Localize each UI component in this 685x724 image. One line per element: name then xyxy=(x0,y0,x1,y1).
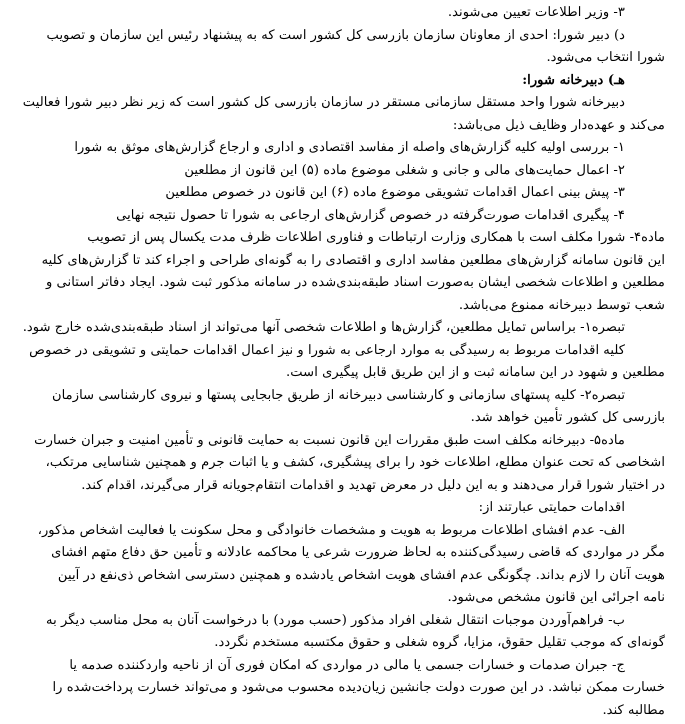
text-line: شورا انتخاب می‌شود. xyxy=(546,50,665,65)
text-line: هویت آنان را لازم بداند. چگونگی عدم افشای هویت اشخاص یادشده و همچنین دسترسی اشخاص ذی‌نفع در آیین xyxy=(57,567,665,583)
text-line: مطلعین و شهود در این سامانه ثبت و از این طریق قابل پیگیری است. xyxy=(286,365,665,380)
text-line: ماده۴- شورا مکلف است با همکاری وزارت ارتباطات و فناوری اطلاعات ظرف مدت یکسال پس از تصویب xyxy=(87,230,665,245)
text-line: هـ) دبیرخانه شورا: xyxy=(522,72,625,88)
text-line: ب- فراهم‌آوردن موجبات انتقال شغلی افراد مذکور (حسب مورد) با درخواست آنان به محل مناسب دیگر به xyxy=(46,612,625,628)
text-line: کلیه اقدامات مربوط به رسیدگی به موارد ارجاعی به شورا و نیز اعمال اقدامات حمایتی و تشویقی در خصوص xyxy=(29,342,625,358)
text-line: مگر در مواردی که قاضی رسیدگی‌کننده به لحاظ ضرورت شرعی یا محاکمه عادلانه و تأمین حق دفاع متهم افشای xyxy=(51,545,665,560)
text-line: ج- جبران صدمات و خسارات جسمی یا مالی در مواردی که امکان فوری آن از ناحیه واردکننده صدمه یا xyxy=(69,657,625,673)
text-line: اشخاصی که تحت عنوان مطلع، اطلاعات خود را برای پیشگیری، کشف و یا اثبات جرم و همچنین شناسایی مرتکب، xyxy=(45,455,665,470)
text-line: ۳- وزیر اطلاعات تعیین می‌شوند. xyxy=(447,5,625,20)
text-line: ۲- اعمال حمایت‌های مالی و جانی و شغلی موضوع ماده (۵) این قانون از مطلعین xyxy=(184,162,625,178)
text-line: اقدامات حمایتی عبارتند از: xyxy=(478,500,625,515)
text-line: ماده۵- دبیرخانه مکلف است طبق مقررات این قانون نسبت به حمایت قانونی و تأمین امنیت و جبران خسارت xyxy=(34,432,625,448)
text-line: این قانون سامانه گزارش‌های مطلعین مفاسد اداری و اقتصادی را به گونه‌ای طراحی و اجراء کند تا گزارش‌های کلیه xyxy=(41,252,665,268)
text-line: الف- عدم افشای اطلاعات مربوط به هویت و مشخصات خانوادگی و محل سکونت یا فعالیت اشخاص مذکور، xyxy=(37,522,625,538)
text-line: می‌کند و عهده‌دار وظایف ذیل می‌باشد: xyxy=(452,117,665,133)
text-line: گونه‌ای که موجب تقلیل حقوق، مزایا، گروه شغلی و حقوق مکتسبه مستخدم نگردد. xyxy=(214,635,665,650)
text-line: دبیرخانه شورا واحد مستقل سازمانی مستقر در سازمان بازرسی کل کشور است که زیر نظر دبیر شورا فعالیت xyxy=(22,95,625,110)
text-line: مطالبه کند. xyxy=(602,702,665,718)
text-line: تبصره۱- براساس تمایل مطلعین، گزارش‌ها و اطلاعات شخصی آنها می‌تواند از اسناد طبقه‌بندی‌شده خارج شود. xyxy=(22,320,625,335)
text-line: خسارت ممکن نباشد. در این صورت دولت جانشین زیان‌دیده محسوب می‌شود و می‌تواند خسارت پرداخت‌شده را xyxy=(52,680,665,695)
text-line: ۴- پیگیری اقدامات صورت‌گرفته در خصوص گزارش‌های ارجاعی به شورا تا حصول نتیجه نهایی xyxy=(116,207,625,223)
text-line: ۳- پیش بینی اعمال اقدامات تشویقی موضوع ماده (۶) این قانون در خصوص مطلعین xyxy=(165,185,625,200)
text-line: شعب توسط دبیرخانه ممنوع می‌باشد. xyxy=(458,297,665,313)
text-line: نامه اجرائی این قانون مشخص می‌شود. xyxy=(447,590,665,605)
text-line: در اختیار شورا قرار می‌دهند و به این دلیل در معرض تهدید و اقدامات انتقام‌جویانه قرار می‌گیرند، اقدام کند. xyxy=(81,477,665,493)
text-line: بازرسی کل کشور تأمین خواهد شد. xyxy=(470,410,665,425)
text-line: د) دبیر شورا: احدی از معاونان سازمان بازرسی کل کشور است که به پیشنهاد رئیس این سازمان و تصویب xyxy=(46,27,625,43)
text-line: مطلعین و اطلاعات شخصی ایشان به‌صورت اسناد طبقه‌بندی‌شده در سامانه مذکور ثبت شود. ایجاد دفاتر استانی و xyxy=(45,275,665,290)
text-line: تبصره۲- کلیه پستهای سازمانی و کارشناسی دبیرخانه از طریق جابجایی پستها و نیروی کارشناسی سازمان xyxy=(51,387,625,403)
text-line: ۱- بررسی اولیه کلیه گزارش‌های واصله از مفاسد اقتصادی و اداری و ارجاع گزارش‌های موثق به شورا xyxy=(74,140,625,155)
